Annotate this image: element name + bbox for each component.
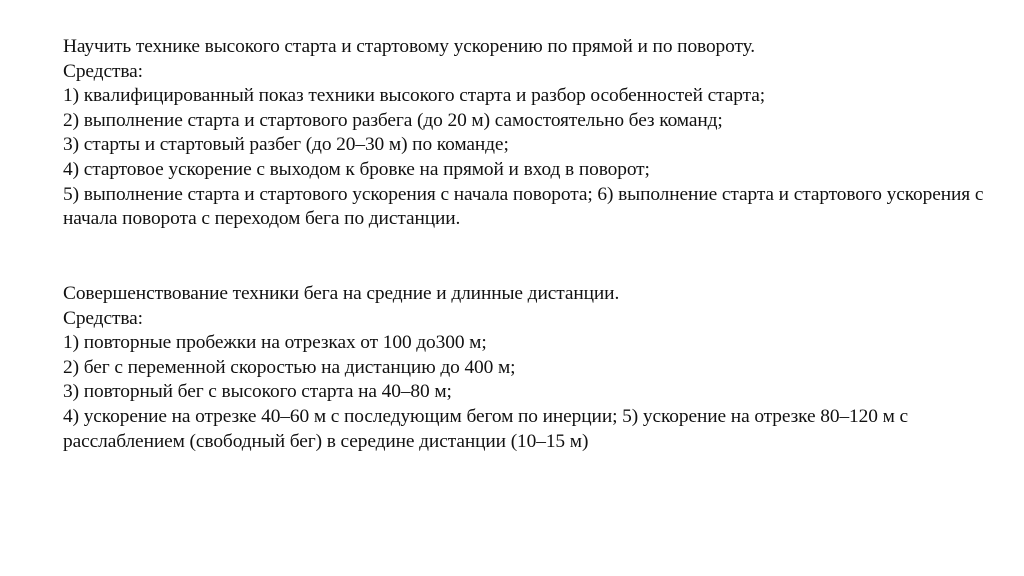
section-1-item-1: 1) квалифицированный показ техники высокого старта и разбор особенностей старта; bbox=[63, 85, 766, 107]
section-1 bbox=[63, 35, 993, 232]
section-1-title: Научить технике высокого старта и стартовому ускорению по прямой и по повороту. bbox=[63, 36, 756, 57]
section-1-item-5: 5) выполнение старта и стартового ускорения с начала поворота; 6) выполнение старта и стартового ускорения с начала поворота с переходом бега по дистанции. bbox=[63, 183, 984, 230]
section-1-item-2: 2) выполнение старта и стартового разбега (до 20 м) самостоятельно без команд; bbox=[63, 109, 723, 131]
section-1-means-label: Средства: bbox=[63, 60, 143, 82]
section-2 bbox=[63, 282, 993, 454]
section-1-item-4: 4) стартовое ускорение с выходом к бровке на прямой и вход в поворот; bbox=[63, 158, 650, 180]
section-2-item-2: 2) бег с переменной скоростью на дистанцию до 400 м; bbox=[63, 356, 516, 378]
section-2-item-1: 1) повторные пробежки на отрезках от 100 до300 м; bbox=[63, 332, 487, 354]
section-1-item-3: 3) старты и стартовый разбег (до 20–30 м) по команде; bbox=[63, 134, 509, 156]
section-2-means-label: Средства: bbox=[63, 307, 143, 329]
section-2-item-4: 4) ускорение на отрезке 40–60 м с последующим бегом по инерции; 5) ускорение на отрезке 80–120 м с расслаблением (свободный бег) в середине дистанции (10–15 м) bbox=[63, 405, 909, 452]
section-2-item-3: 3) повторный бег с высокого старта на 40–80 м; bbox=[63, 381, 452, 403]
section-2-title: Совершенствование техники бега на средние и длинные дистанции. bbox=[63, 283, 620, 304]
